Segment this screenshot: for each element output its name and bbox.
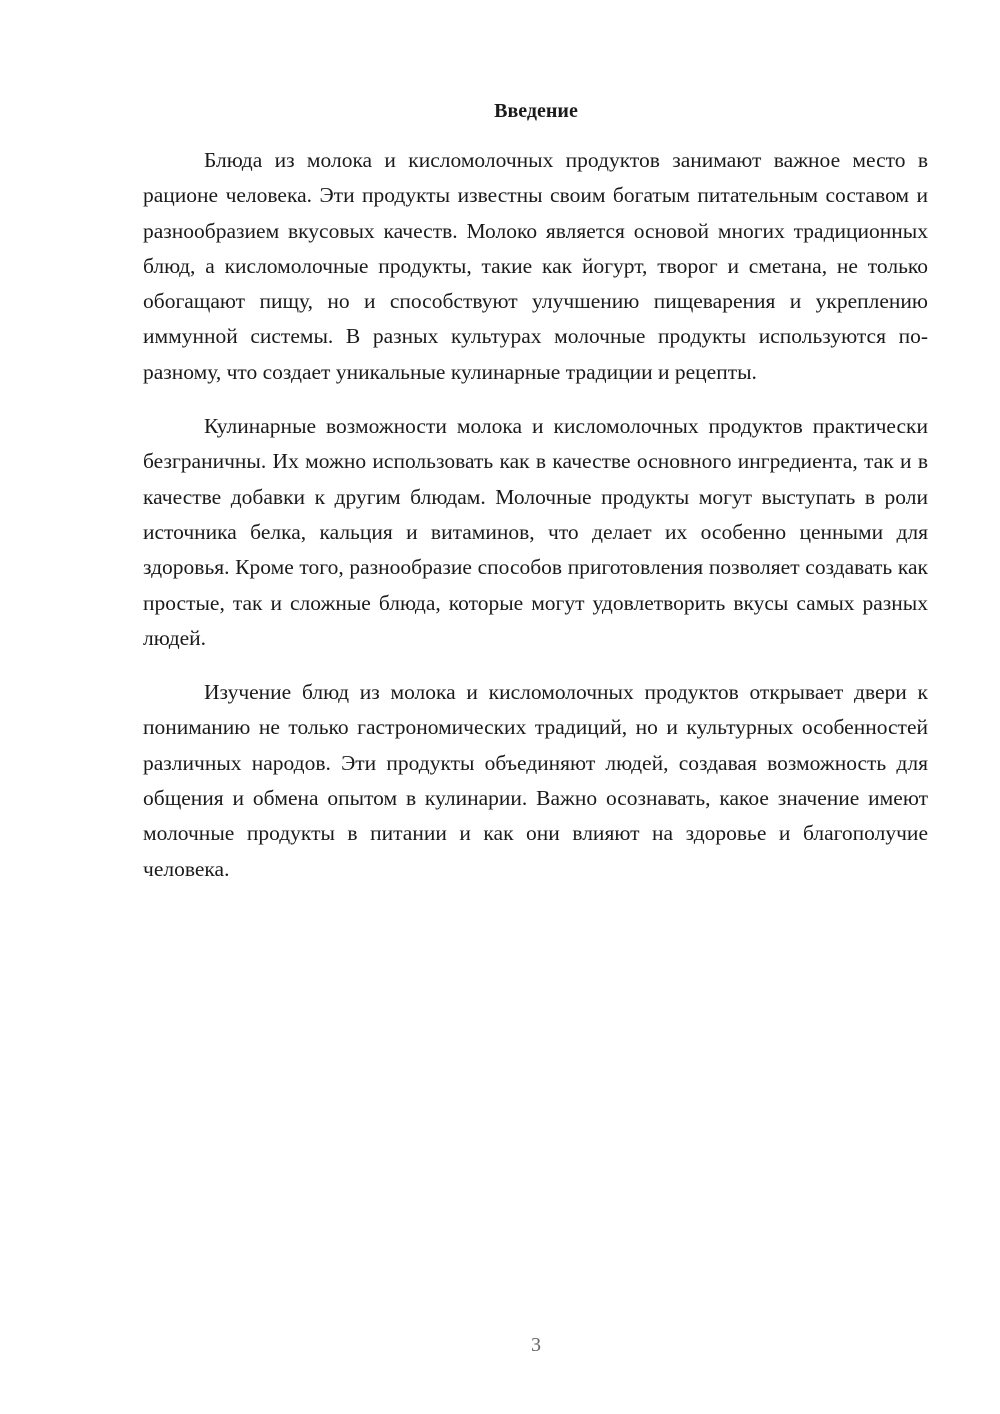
body-text: [143, 143, 928, 906]
paragraph-2: Кулинарные возможности молока и кисломолочных продуктов практически безграничны. Их можно использовать как в качестве основного ингредиента, так и в качестве добавки к другим блюдам. Молочные продукты могут выступать в роли источника белка, кальция и витаминов, что делает их особенно ценными для здоровья. Кроме того, разнообразие способов приготовления позволяет создавать как простые, так и сложные блюда, которые могут удовлетворить вкусы самых разных людей.: [143, 414, 928, 650]
page-number: 3: [531, 1334, 541, 1356]
page-title: Введение: [494, 100, 578, 122]
paragraph-3: Изучение блюд из молока и кисломолочных продуктов открывает двери к пониманию не только гастрономических традиций, но и культурных особенностей различных народов. Эти продукты объединяют людей, создавая возможность для общения и обмена опытом в кулинарии. Важно осознавать, какое значение имеют молочные продукты в питании и как они влияют на здоровье и благополучие человека.: [143, 680, 928, 881]
paragraph-1: Блюда из молока и кисломолочных продуктов занимают важное место в рационе человека. Эти продукты известны своим богатым питательным составом и разнообразием вкусовых качеств. Молоко является основой многих традиционных блюд, а кисломолочные продукты, такие как йогурт, творог и сметана, не только обогащают пищу, но и способствуют улучшению пищеварения и укреплению иммунной системы. В разных культурах молочные продукты используются по-разному, что создает уникальные кулинарные традиции и рецепты.: [143, 148, 928, 384]
